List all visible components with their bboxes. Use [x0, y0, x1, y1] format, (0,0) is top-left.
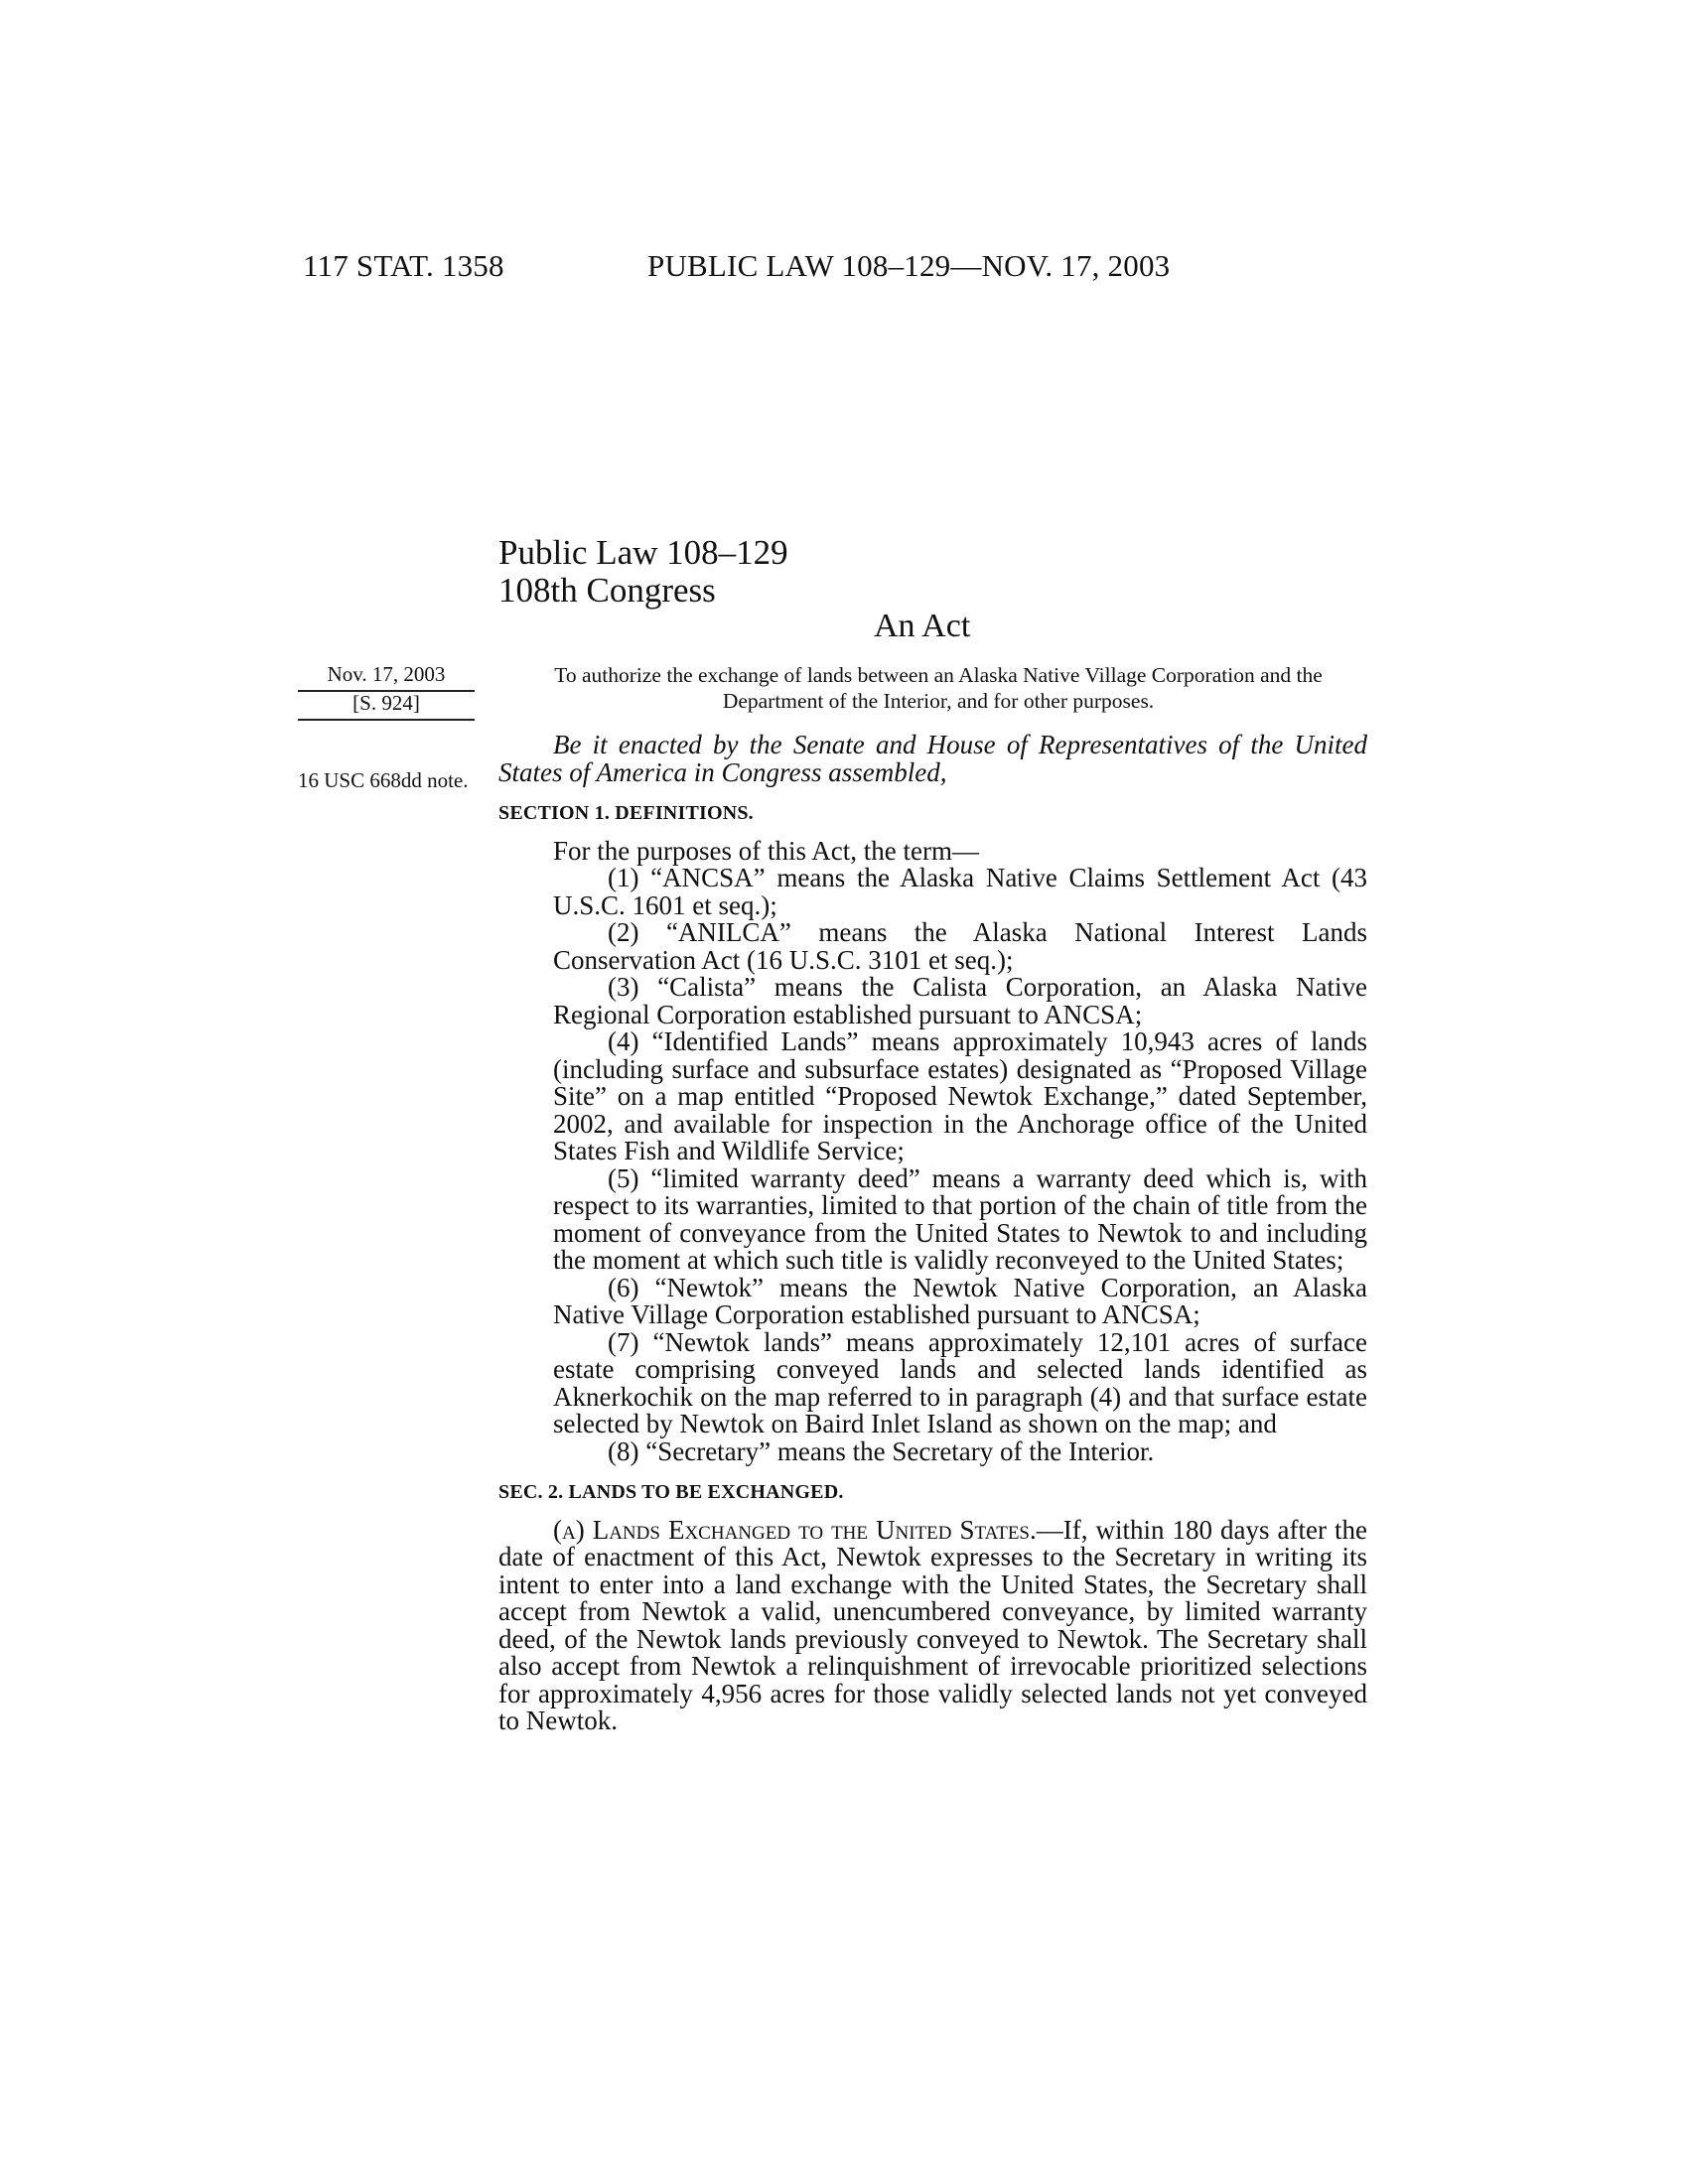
section-2-subsection-a [498, 1514, 1368, 1735]
stat-reference: 117 STAT. 1358 [303, 248, 504, 283]
enacting-clause: Be it enacted by the Senate and House of Representatives of the United States of America in Congress assembled, [498, 730, 1367, 787]
act-heading: An Act [874, 608, 971, 644]
definition-item: (7) “Newtok lands” means approximately 12,101 acres of surface estate comprising conveyed lands and selected lands identified as Aknerkochik on the map referred to in paragraph (4) and that surface estate selected by Newtok on Baird Inlet Island as shown on the map; and [553, 1326, 1367, 1438]
definition-item: (3) “Calista” means the Calista Corporation, an Alaska Native Regional Corporation established pursuant to ANCSA; [553, 972, 1367, 1029]
definition-item: (5) “limited warranty deed” means a warranty deed which is, with respect to its warranties, limited to that portion of the chain of title from the moment of conveyance from the United States to Newtok to and including the moment at which such title is validly reconveyed to the United States; [553, 1162, 1367, 1275]
public-law-number: Public Law 108–129 [498, 533, 788, 572]
margin-usc-note: 16 USC 668dd note. [298, 768, 469, 792]
running-head-title: PUBLIC LAW 108–129—NOV. 17, 2003 [647, 248, 1171, 283]
section-1-heading: SECTION 1. DEFINITIONS. [498, 802, 754, 824]
act-purpose: To authorize the exchange of lands between an Alaska Native Village Corporation and the Department of the Interior, and for other purposes. [554, 663, 1323, 713]
section-1-intro: For the purposes of this Act, the term— [553, 835, 979, 866]
section-2-heading: SEC. 2. LANDS TO BE EXCHANGED. [498, 1481, 844, 1503]
definition-item: (4) “Identified Lands” means approximately 10,943 acres of lands (including surface and subsurface estates) designated as “Proposed Village Site” on a map entitled “Proposed Newtok Exchange,” dated September, 2002, and available for inspection in the Anchorage office of the United States Fish and Wildlife Service; [553, 1026, 1367, 1165]
subsection-a-label: (a) Lands Exchanged to the United States. [553, 1514, 1037, 1545]
margin-bill-number: [S. 924] [298, 692, 475, 721]
definition-item: (1) “ANCSA” means the Alaska Native Claims Settlement Act (43 U.S.C. 1601 et seq.); [553, 863, 1367, 920]
margin-enactment-date: Nov. 17, 2003 [298, 663, 475, 692]
congress-session: 108th Congress [498, 571, 716, 610]
definition-item: (2) “ANILCA” means the Alaska National Interest Lands Conservation Act (16 U.S.C. 3101 et seq.); [553, 917, 1367, 975]
definition-item: (8) “Secretary” means the Secretary of the Interior. [608, 1435, 1155, 1466]
subsection-a-text: —If, within 180 days after the date of enactment of this Act, Newtok expresses to the Secretary in writing its intent to enter into a land exchange with the United States, the Secretary shall accept from Newtok a valid, unencumbered conveyance, by limited warranty deed, of the Newtok lands previously conveyed to Newtok. The Secretary shall also accept from Newtok a relinquishment of irrevocable prioritized selections for approximately 4,956 acres for those validly selected lands not yet conveyed to Newtok. [498, 1514, 1368, 1735]
definition-item: (6) “Newtok” means the Newtok Native Corporation, an Alaska Native Village Corporation established pursuant to ANCSA; [553, 1272, 1367, 1329]
law-body [498, 732, 1367, 1735]
